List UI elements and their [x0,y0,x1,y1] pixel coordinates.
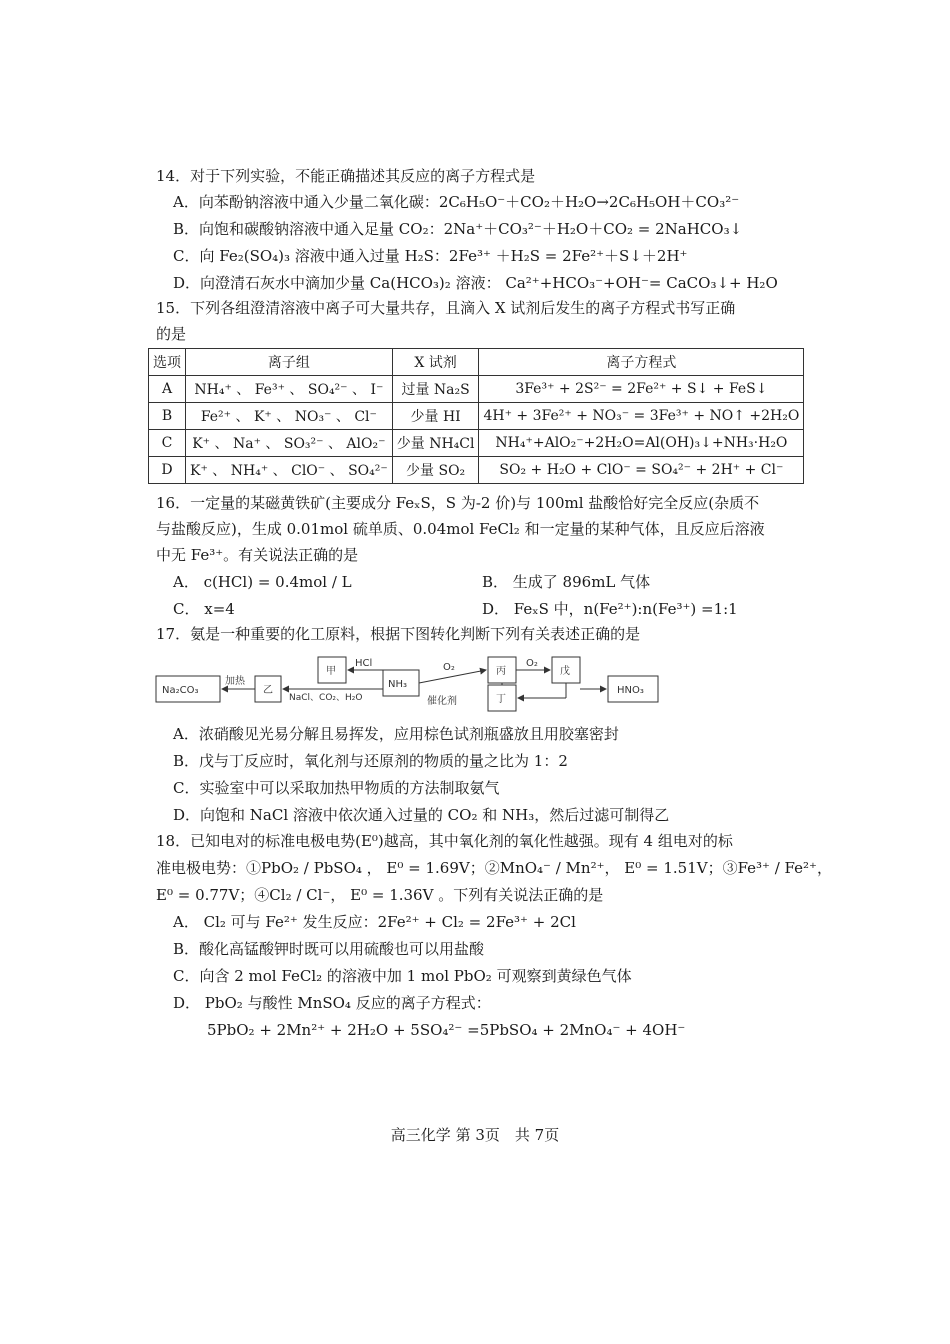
ion-table [148,348,804,484]
q16-option-a: A． c(HCl) = 0.4mol / L [173,573,352,591]
q16-stem-line2: 与盐酸反应)，生成 0.01mol 硫单质、0.04mol FeCl₂ 和一定量的某种气体，且反应后溶液 [156,520,765,538]
yi-label: 乙 [263,685,273,696]
table-cell: B [149,403,186,430]
nh3-label: NH₃ [388,679,408,690]
q17-option-a: A．浓硝酸见光易分解且易挥发，应用棕色试剂瓶盛放且用胶塞密封 [173,725,619,743]
table-cell: 过量 Na₂S [392,376,479,403]
page-footer: 高三化学 第 3页 共 7页 [390,1126,560,1144]
q18-stem-line1: 18．已知电对的标准电极电势(E⁰)越高，其中氧化剂的氧化性越强。现有 4 组电对的标 [156,832,733,850]
table-header: 选项 [149,349,186,376]
table-header-row [149,349,804,376]
q14-stem: 14．对于下列实验，不能正确描述其反应的离子方程式是 [156,167,536,185]
table-cell: K⁺ 、 Na⁺ 、 SO₃²⁻ 、 AlO₂⁻ [186,430,393,457]
table-header: X 试剂 [392,349,479,376]
table-header: 离子组 [186,349,393,376]
q18-option-a: A． Cl₂ 可与 Fe²⁺ 发生反应：2Fe²⁺ + Cl₂ = 2Fe³⁺ + 2Cl [173,913,576,931]
table-cell: NH₄⁺+AlO₂⁻+2H₂O=Al(OH)₃↓+NH₃·H₂O [479,430,804,457]
q14-option-b: B．向饱和碳酸钠溶液中通入足量 CO₂：2Na⁺＋CO₃²⁻＋H₂O＋CO₂ = 2NaHCO₃↓ [173,220,743,238]
table-cell: C [149,430,186,457]
q18-formula: 5PbO₂ + 2Mn²⁺ + 2H₂O + 5SO₄²⁻ =5PbSO₄ + 2MnO₄⁻ + 4OH⁻ [207,1021,686,1039]
q18-option-d: D． PbO₂ 与酸性 MnSO₄ 反应的离子方程式： [173,994,491,1012]
table-row [149,376,804,403]
bing-label: 丙 [496,666,506,677]
q18-option-b: B．酸化高锰酸钾时既可以用硫酸也可以用盐酸 [173,940,485,958]
q14-option-c: C．向 Fe₂(SO₄)₃ 溶液中通入过量 H₂S：2Fe³⁺ ＋H₂S = 2Fe²⁺＋S↓＋2H⁺ [173,247,688,265]
table-cell: 少量 SO₂ [392,457,479,484]
q16-option-c: C． x=4 [173,600,235,618]
q17-option-c: C．实验室中可以采取加热甲物质的方法制取氨气 [173,779,500,797]
ding-label: 丁 [496,694,506,705]
na2co3-label: Na₂CO₃ [162,685,199,696]
o2-label-a: O₂ [443,662,455,673]
table-header: 离子方程式 [479,349,804,376]
q16-stem-line3: 中无 Fe³⁺。有关说法正确的是 [156,546,359,564]
q18-option-c: C．向含 2 mol FeCl₂ 的溶液中加 1 mol PbO₂ 可观察到黄绿色气体 [173,967,632,985]
nacl-label: NaCl、CO₂、H₂O [289,693,363,703]
table-cell: 少量 NH₄Cl [392,430,479,457]
table-cell: 少量 HI [392,403,479,430]
q16-option-d: D． FeₓS 中，n(Fe²⁺):n(Fe³⁺) =1:1 [482,600,738,618]
table-cell: 3Fe³⁺ + 2S²⁻ = 2Fe²⁺ + S↓ + FeS↓ [479,376,804,403]
q17-stem: 17．氨是一种重要的化工原料，根据下图转化判断下列有关表述正确的是 [156,625,641,643]
table-cell: D [149,457,186,484]
q14-option-a: A．向苯酚钠溶液中通入少量二氧化碳：2C₆H₅O⁻＋CO₂＋H₂O→2C₆H₅OH＋CO₃²⁻ [173,193,740,211]
heat-label: 加热 [225,676,245,687]
q18-stem-line2: 准电极电势：①PbO₂ / PbSO₄ ， E⁰ = 1.69V；②MnO₄⁻ / Mn²⁺， E⁰ = 1.51V；③Fe³⁺ / Fe²⁺， [156,859,832,877]
table-cell: Fe²⁺ 、 K⁺ 、 NO₃⁻ 、 Cl⁻ [186,403,393,430]
hno3-label: HNO₃ [617,685,644,696]
q16-option-b: B． 生成了 896mL 气体 [482,573,651,591]
ammonia-conversion-diagram [155,652,660,712]
table-cell: K⁺ 、 NH₄⁺ 、 ClO⁻ 、 SO₄²⁻ [186,457,393,484]
q17-option-b: B．戊与丁反应时，氧化剂与还原剂的物质的量之比为 1：2 [173,752,568,770]
wu-label: 戊 [560,666,570,677]
table-cell: NH₄⁺ 、 Fe³⁺ 、 SO₄²⁻ 、 I⁻ [186,376,393,403]
q18-stem-line3: E⁰ = 0.77V；④Cl₂ / Cl⁻， E⁰ = 1.36V 。下列有关说法正确的是 [156,886,604,904]
q17-option-d: D．向饱和 NaCl 溶液中依次通入过量的 CO₂ 和 NH₃，然后过滤可制得乙 [173,806,670,824]
q15-stem-line1: 15．下列各组澄清溶液中离子可大量共存，且滴入 X 试剂后发生的离子方程式书写正确 [156,299,736,317]
o2-label-b: O₂ [526,658,538,669]
hcl-label: HCl [355,658,373,669]
table-cell: 4H⁺ + 3Fe²⁺ + NO₃⁻ = 3Fe³⁺ + NO↑ +2H₂O [479,403,804,430]
q16-stem-line1: 16．一定量的某磁黄铁矿(主要成分 FeₓS，S 为-2 价)与 100ml 盐酸恰好完全反应(杂质不 [156,494,760,512]
table-row [149,403,804,430]
table-cell: A [149,376,186,403]
table-cell: SO₂ + H₂O + ClO⁻ = SO₄²⁻ + 2H⁺ + Cl⁻ [479,457,804,484]
q14-option-d: D．向澄清石灰水中滴加少量 Ca(HCO₃)₂ 溶液： Ca²⁺+HCO₃⁻+OH⁻= CaCO₃↓+ H₂O [173,274,778,292]
table-row [149,430,804,457]
table-row [149,457,804,484]
q15-stem-line2: 的是 [156,325,187,343]
jia-label: 甲 [326,666,336,677]
catalyst-label: 催化剂 [427,696,457,707]
